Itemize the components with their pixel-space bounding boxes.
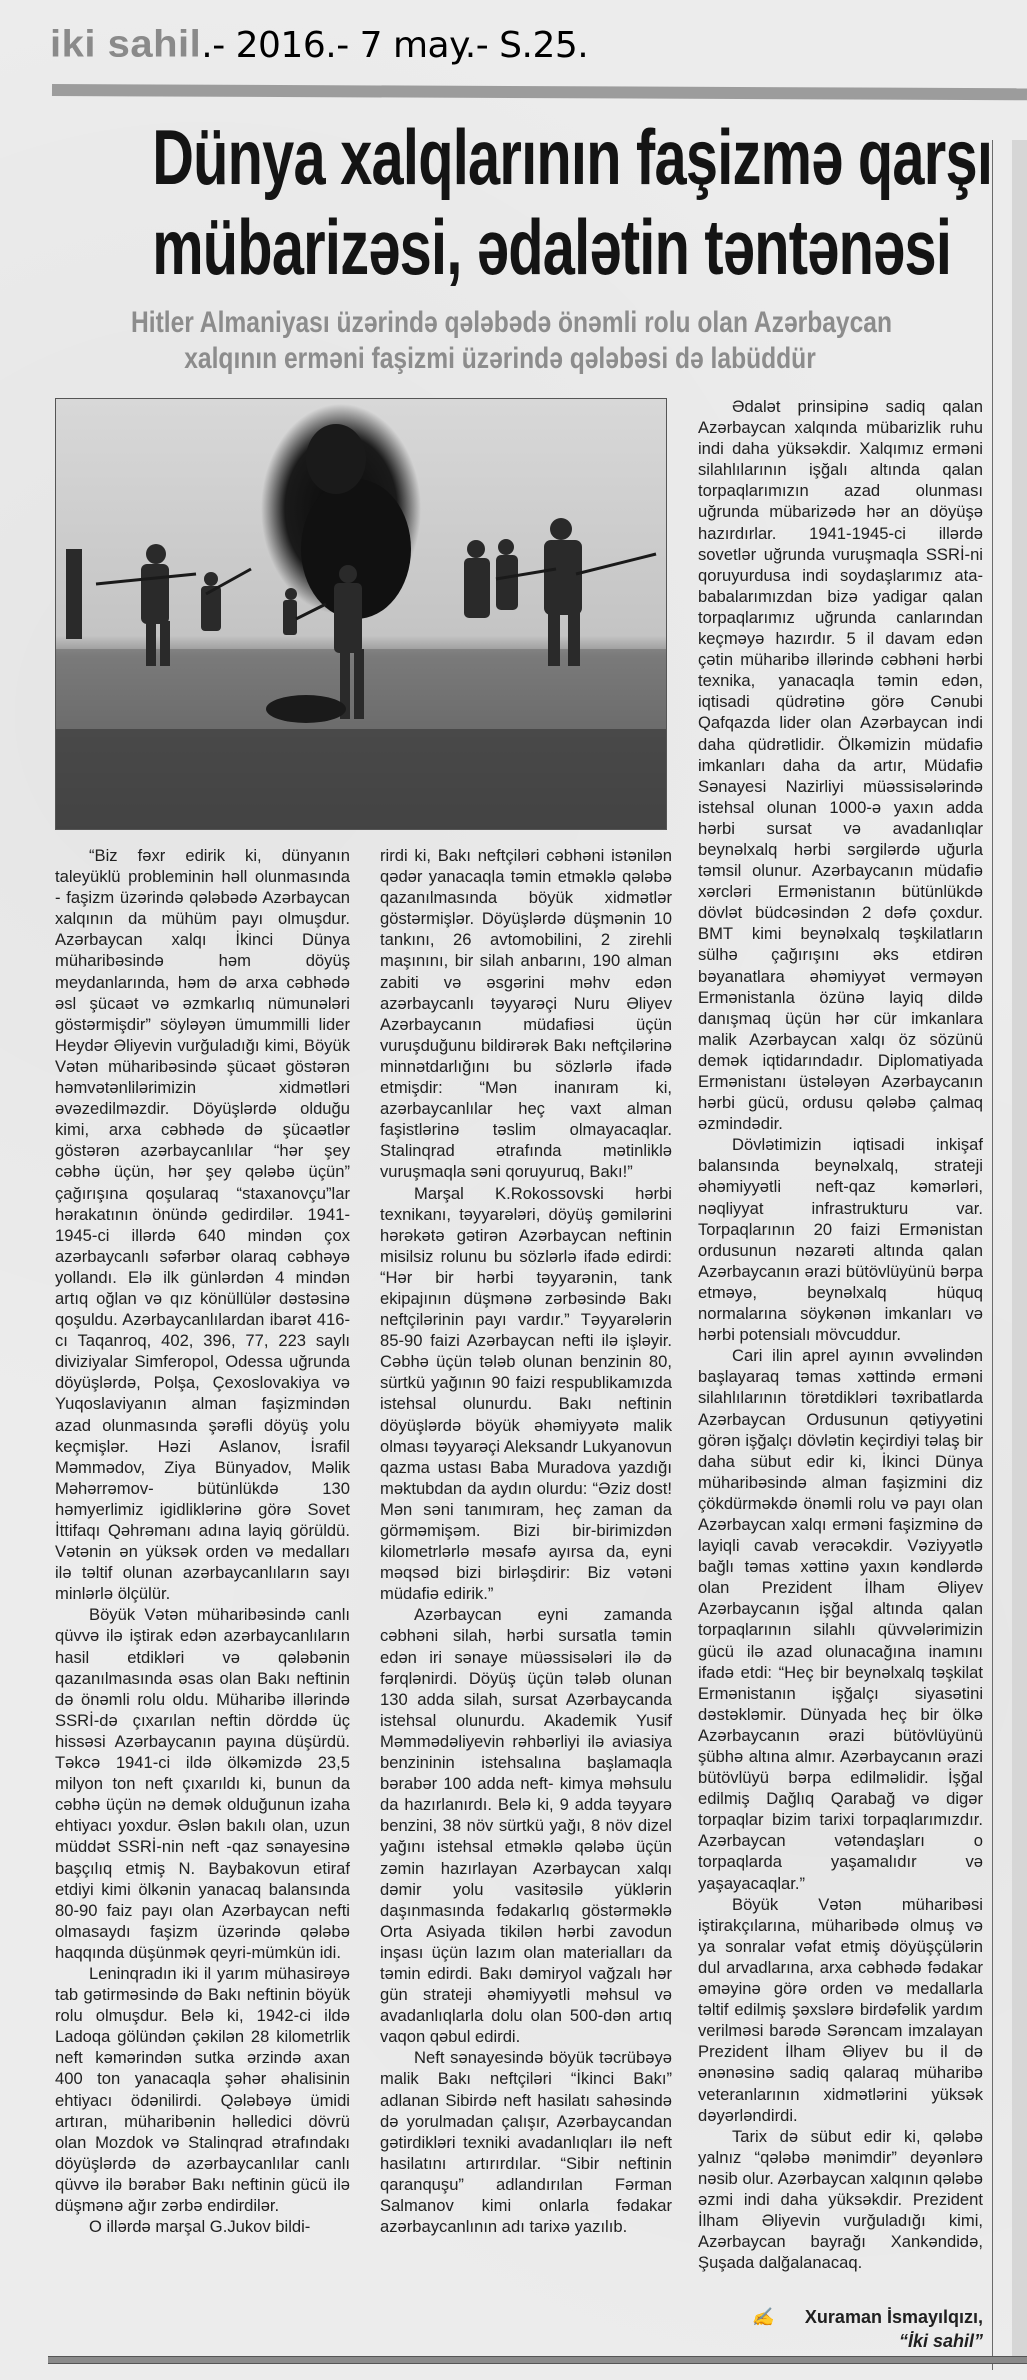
paragraph: Marşal K.Rokossovski hərbi texnikanı, təyyarələri, döyüş gəmilərini hərəkətə gətirən Azərbaycan neftinin misilsiz rolunu bu sözlərlə ifadə edirdi: “Hər bir hərbi təyyarənin, tank ekipajının düşmənə zərbəsində Bakı neftçilərinin payı vardır.” Təyyarələrin 85-90 faizi Azərbaycan nefti ilə işləyir. Cəbhə üçün tələb olunan benzinin 80, sürtkü yağının 90 faizi respublikamızda istehsal olunurdu. Bakı neftinin döyüşlərdə böyük əhəmiyyətə malik olması təyyarəçi Aleksandr Lukyanovun qazma ustası Baba Muradova yazdığı məktubdan da aydın olurdu: “Əziz dost! Mən səni tanımıram, heç zaman da görməmişəm. Bizi bir-birimizdən kilometrlərlə məsafə ayırsa da, eyni məqsəd bizi birləşdirir: Biz vətəni müdafiə edirik.”	[380, 1183, 672, 1604]
article-subheadline	[131, 305, 892, 377]
paragraph: Ədalət prinsipinə sadiq qalan Azərbaycan xalqında mübarizlik ruhu indi daha yüksəkdir. Xalqımız erməni silahlılarının işğalı altında qalan torpaqlarımızın azad olunması uğrunda mübarizədə hər an döyüşə hazırdırlar. 1941-1945-ci illərdə sovetlər uğrunda vuruşmaqla SSRİ-ni qoruyurdusa indi soydaşlarımız ata-babalarımızdan bizə yadigar qalan torpaqlarımız uğrunda canlarından keçməyə hazırdır. 5 il davam edən çətin müharibə illərində cəbhəni hərbi texnika, yanacaqla təmin edən, iqtisadi qüdrətinə görə Cənubi Qafqazda lider olan Azərbaycan indi daha qüdrətlidir. Ölkəmizin müdafiə imkanları daha da artır, Müdafiə Sənayesi Nazirliyi müəssisələrində istehsal olunan 1000-ə yaxın adda hərbi sursat və avadanlıqlar beynəlxalq hərbi sərgilərdə uğurla təmsil olunur. Azərbaycanın müdafiə xərcləri Ermənistanın bütünlükdə dövlət büdcəsindən 2 dəfə çoxdur. BMT kimi beynəlxalq təşkilatların sülhə çağırışını əks etdirən bəyanatlara əhəmiyyət verməyən Ermənistanla özünə layiq dildə danışmaq üçün hər cür imkanlara malik Azərbaycan xalqı öz sözünü demək iqtidarındadır. Diplomatiyada Ermənistanı üstələyən Azərbaycanın hərbi gücü, ordusu qələbə çalmaq əzmindədir.	[698, 397, 983, 1134]
newspaper-masthead: iki sahil	[50, 23, 202, 65]
pen-icon: ✍	[751, 2307, 774, 2328]
newspaper-name: “İki sahil”	[898, 2331, 983, 2352]
paragraph: Leninqradın iki il yarım mühasirəyə tab gətirməsində də Bakı neftinin böyük rolu olmuşdur. Belə ki, 1942-ci ildə Ladoqa gölündən çəkilən 28 kilometrlik neft kəmərindən sutka ərzində axan 400 ton yanacaqla şəhər əhalisinin ehtiyacı ödənilirdi. Qələbəyə ümidi artıran, müharibənin həlledici dövrü olan Mozdok və Stalinqrad ətrafındakı döyüşlərdə də azərbaycanlılar canlı qüvvə ilə bərabər Bakı neftinin gücü ilə düşmənə ağır zərbə endirdilər.	[55, 1963, 350, 2215]
publication-date-citation: .- 2016.- 7 may.- S.25.	[201, 25, 589, 66]
paragraph: Dövlətimizin iqtisadi inkişaf balansında beynəlxalq, strateji əhəmiyyətli neft-qaz kəmərləri, nəqliyyat infrastrukturu var. Torpaqlarının 20 faizi Ermənistan ordusunun nəzarəti altında qalan Azərbaycanın ərazi bütövlüyünü bərpa etməyə, beynəlxalq hüquq normalarına söykənən imkanları və hərbi potensialı mövcuddur.	[698, 1135, 983, 1345]
war-photo	[55, 398, 667, 830]
paragraph: Böyük Vətən müharibəsi iştirakçılarına, müharibədə olmuş və ya sonralar vəfat etmiş döyüşçülərin dul arvadlarına, arxa cəbhədə fədakar əməyinə görə orden və medallarla təltif edilmiş şəxslərə birdəfəlik yardım verilməsi barədə Sərəncam imzalayan Prezident İlham Əliyev bu il də ənənəsinə sadiq qalaraq müharibə veteranlarının xidmətlərini yüksək dəyərləndirdi.	[698, 1894, 983, 2125]
article-column-right	[698, 396, 983, 2353]
paragraph: Cari ilin aprel ayının əvvəlindən başlayaraq təmas xəttində erməni silahlılarının törətdikləri təxribatlarda Azərbaycan Ordusunun qətiyyətini görən işğalçı dövlətin keçirdiyi təlaş bir daha sübut edir ki, İkinci Dünya müharibəsində alman faşizmini diz çökdürməkdə önəmli rolu və payı olan Azərbaycan xalqı erməni faşizminə də layiqli cavab verəcəkdir. Vəziyyətlə bağlı təmas xəttinə yaxın kəndlərdə olan Prezident İlham Əliyev Azərbaycanın işğal altında qalan torpaqlarının silahlı qüvvələrimizin gücü ilə azad olunacağına inamını ifadə etdi: “Heç bir beynəlxalq təşkilat Ermənistanın işğalçı siyasətini dəstəkləmir. Dünyada heç bir ölkə Azərbaycanın ərazi bütövlüyünü şübhə altına almır. Azərbaycanın ərazi bütövlüyü bərpa edilməlidir. İşğal edilmiş Dağlıq Qarabağ və digər torpaqlar bizim tarixi torpaqlarımızdır. Azərbaycan vətəndaşları o torpaqlarda yaşamalıdır və yaşayacaqlar.”	[698, 1346, 983, 1893]
footer-rule	[48, 2356, 1027, 2364]
headline-line-1: Dünya xalqlarının faşizmə qarşı	[152, 113, 993, 201]
author-signature	[698, 2305, 983, 2353]
column-divider	[992, 140, 993, 2370]
article-column-middle	[380, 845, 672, 2237]
headline-line-2: mübarizəsi, ədalətin təntənəsi	[152, 203, 952, 291]
author-name: Xuraman İsmayılqızı,	[804, 2307, 983, 2328]
paragraph: Azərbaycan eyni zamanda cəbhəni silah, hərbi sursatla təmin edən iri sənaye müəssisələri ilə də fərqlənirdi. Döyüş üçün tələb olunan 130 adda silah, sursat Azərbaycanda istehsal olunurdu. Akademik Yusif Məmmədəliyevin rəhbərliyi ilə aviasiya benzininin istehsalına başlamaqla bərabər 100 adda neft- kimya məhsulu da hazırlanırdı. Belə ki, 9 adda təyyarə benzini, 38 növ sürtkü yağı, 8 növ dizel yağını istehsal etməklə qələbə üçün zəmin hazırlayan Azərbaycan xalqı dəmir yolu vasitəsilə yüklərin daşınmasında fədakarlıq göstərməklə Orta Asiyada tikilən hərbi zavodun inşası üçün lazım olan materialları da təmin edirdi. Bakı dəmiryol vağzalı hər gün strateji əhəmiyyətli məhsul və avadanlıqlarla dolu olan 500-dən artıq vaqon qəbul edirdi.	[380, 1605, 672, 2047]
paragraph: Tarix də sübut edir ki, qələbə yalnız “qələbə mənimdir” deyənlərə nəsib olur. Azərbaycan xalqının qələbə əzmi indi daha yüksəkdir. Prezident İlham Əliyevin vurğuladığı kimi, Azərbaycan bayrağı Xankəndidə, Şuşada dalğalanacaq.	[698, 2126, 983, 2273]
war-photo-icon	[56, 399, 666, 829]
subheadline-line-2: xalqının erməni faşizmi üzərində qələbəsi də labüddür	[184, 342, 816, 375]
paragraph: Neft sənayesində böyük təcrübəyə malik Bakı neftçiləri “İkinci Bakı” adlanan Sibirdə neft hasilatı sahəsində də yorulmadan çalışır, Azərbaycandan gətirdikləri texniki avadanlıqları ilə neft hasilatını artırırdılar. “Sibir neftinin qaranquşu” adlandırılan Fərman Salmanov kimi onlarla fədakar azərbaycanlının adı tarixə yazılıb.	[380, 2048, 672, 2237]
article-headline	[152, 112, 993, 292]
paragraph: Böyük Vətən müharibəsində canlı qüvvə ilə iştirak edən azərbaycanlıların hasil etdikləri və qələbənin qazanılmasında əsas olan Bakı neftinin də önəmli rolu oldu. Müharibə illərində SSRİ-də çıxarılan neftin dörddə üç hissəsi Azərbaycanın payına düşürdü. Təkcə 1941-ci ildə ölkəmizdə 23,5 milyon ton neft çıxarıldı ki, bunun da cəbhə üçün nə demək olduğunun izaha ehtiyacı yoxdur. Əslən bakılı olan, uzun müddət SSRİ-nin neft -qaz sənayesinə başçılıq etmiş N. Baybakovun etiraf etdiyi kimi ölkənin yanacaq balansında 80-90 faiz payı olan Azərbaycan nefti olmasaydı faşizm üzərində qələbə haqqında düşünmək qeyri-mümkün idi.	[55, 1605, 350, 1962]
paragraph: O illərdə marşal G.Jukov bildi-	[89, 2217, 311, 2237]
adjacent-page-edge	[1012, 140, 1027, 2360]
paragraph: rirdi ki, Bakı neftçiləri cəbhəni istənilən qədər yanacaqla təmin etməklə qələbə qazanılmasında böyük xidmətlər göstərmişlər. Döyüşlərdə düşmənin 10 tankını, 26 avtomobilini, 2 zirehli maşınını, bir silah anbarını, 190 alman zabiti və əsgərini məhv edən azərbaycanlı təyyarəçi Nuru Əliyev Azərbaycanın müdafiəsi üçün vuruşduğunu bildirərək Bakı neftçilərinə minnətdarlığını bu sözlərlə ifadə etmişdir: “Mən inanıram ki, azərbaycanlılar heç vaxt alman faşistlərinə təslim olmayacaqlar. Stalinqrad ətrafında mətinliklə vuruşmaqla səni qoruyuruq, Bakı!”	[380, 846, 672, 1182]
subheadline-line-1: Hitler Almaniyası üzərində qələbədə önəmli rolu olan Azərbaycan	[131, 306, 892, 339]
article-column-left	[55, 845, 350, 2237]
source-citation-line	[50, 22, 588, 67]
paragraph: “Biz fəxr edirik ki, dünyanın taleyüklü probleminin həll olunmasında - faşizm üzərində qələbədə Azərbaycan xalqının da mühüm payı olmuşdur. Azərbaycan xalqı İkinci Dünya müharibəsində həm döyüş meydanlarında, həm də arxa cəbhədə əsl şücaət və əzmkarlıq nümunələri göstərmişdir” söyləyən ümummilli lider Heydər Əliyevin vurğuladığı kimi, Böyük Vətən müharibəsində şücaət göstərən həmvətənlilərimizin xidmətləri əvəzedilməzdir. Döyüşlərdə olduğu kimi, arxa cəbhədə də şücaətlər göstərən azərbaycanlılar “hər şey cəbhə üçün, hər şey qələbə üçün” çağırışına qoşularaq “staxanovçu”lar hərakatının önündə gedirdilər. 1941-1945-ci illərdə 640 mindən çox azərbaycanlı səfərbər olaraq cəbhəyə yollandı. Elə ilk günlərdən 4 mindən artıq oğlan və qız könüllülər dəstəsinə qoşuldu. Azərbaycanlılardan ibarət 416-cı Taqanroq, 402, 396, 77, 223 saylı diviziyalar Simferopol, Odessa uğrunda döyüşlərdə, Polşa, Çexoslovakiya və Yuqoslaviyanın alman faşizmindən azad olunmasında şərəfli döyüş yolu keçmişlər. Həzi Aslanov, İsrafil Məmmədov, Ziya Bünyadov, Məlik Məhərrəmov- bütünlükdə 130 həmyerlimiz igidliklərinə görə Sovet İttifaqı Qəhrəmanı adına layiq görüldü. Vətənin ən yüksək orden və medalları ilə təltif olunan azərbaycanlıların sayı minlərlə ölçülür.	[55, 846, 350, 1604]
